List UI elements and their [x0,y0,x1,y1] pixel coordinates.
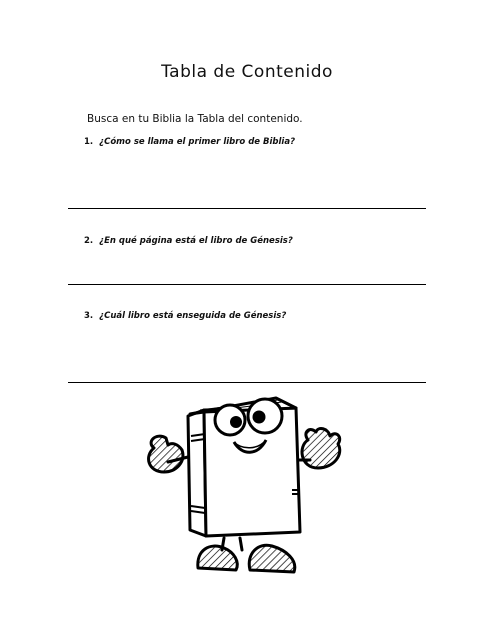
answer-line-1[interactable] [68,208,426,209]
book-character-icon [138,390,358,580]
question-2-number: 2. [84,236,94,246]
question-1-text: ¿Cómo se llama el primer libro de Biblia? [99,137,296,147]
intro-instruction: Busca en tu Biblia la Tabla del contenido. [87,113,303,125]
question-2 [84,236,293,246]
question-2-text: ¿En qué página está el libro de Génesis? [99,236,293,246]
question-1 [84,137,295,147]
worksheet-title: Tabla de Contenido [161,62,333,82]
question-3-number: 3. [84,311,94,321]
answer-line-3[interactable] [68,382,426,383]
answer-line-2[interactable] [68,284,426,285]
question-3 [84,311,286,321]
question-1-number: 1. [84,137,94,147]
question-3-text: ¿Cuál libro está enseguida de Génesis? [99,311,287,321]
